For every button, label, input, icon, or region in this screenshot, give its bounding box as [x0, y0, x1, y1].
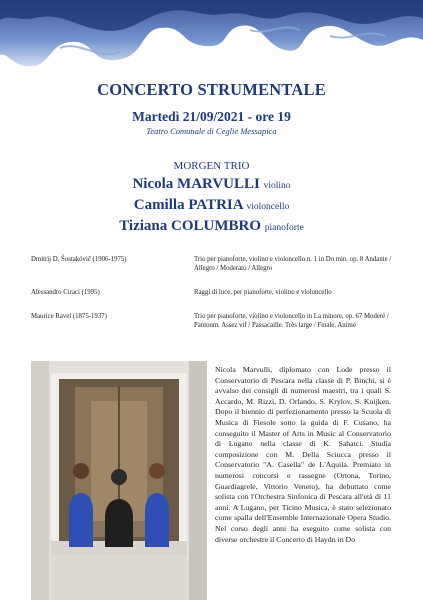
- program-composer: Alessandro Ciraci (1995): [31, 289, 100, 296]
- performer-name: Camilla PATRIA: [133, 197, 243, 213]
- performer-name: Tiziana COLUMBRO: [119, 218, 262, 234]
- concert-title: CONCERTO STRUMENTALE: [97, 80, 326, 99]
- performer-1: [0, 176, 423, 193]
- performer-2: [0, 197, 423, 214]
- performer-name: Nicola MARVULLI: [132, 176, 260, 192]
- trio-photo: [31, 361, 207, 600]
- performer-instrument: violoncello: [246, 202, 290, 212]
- performer-3: [0, 218, 423, 235]
- performer-biography: Nicola Marvulli, diplomato con Lode presso il Conservatorio di Pescara nella classe di P. Binchi, si è avvalso dei consigli di numerosi maestri, tra i quali S. Accardo, M. Rizzi, D. Orlando, S. Krylov, S. Kuijken. Dopo il biennio di perfezionamento presso la Scuola di Musica di Fiesole sotto la guida di F. Cusano, ha conseguito il Master of Arts in Music al Conservatorio di Lugano nella classe di K. Sahatci. Studia composizione con M. Della Sciucca presso il Conservatorio "A. Casella" de L'Aquila. Premiato in numerosi concorsi e rassegne (Ortona, Torino, Guardiagrele, Vittorio Veneto), ha debuttato come solista con l'Orchestra Sinfonica di Pescara all'età di 11 anni. A Lugano, per Ticino Musica, è stato selezionato come spalla dell'Ensemble Internazionale Opera Studio. Nel corso degli anni ha eseguito come solista con diverse orchestre il Concerto di Haydn in Do: [215, 365, 391, 544]
- performer-instrument: pianoforte: [264, 223, 304, 233]
- program-composer: Maurice Ravel (1875-1937): [31, 313, 107, 320]
- performer-instrument: violino: [263, 181, 291, 191]
- program-work: Trio per pianoforte, violino e violoncello in La minore, op. 67 Moderé / Pantoum. Assez vif / Passacaille. Très large / Finale. Animé: [194, 313, 389, 329]
- watercolor-header-decoration: [0, 0, 423, 80]
- program-work: Trio per pianoforte, violino e violoncello n. 1 in Do min. op. 8 Andante / Allegro / Moderato / Allegro: [194, 256, 392, 272]
- program-work: Raggi di luce, per pianoforte, violino e violoncello: [194, 289, 332, 296]
- concert-venue: Teatro Comunale di Ceglie Messapica: [146, 126, 277, 136]
- ensemble-name: MORGEN TRIO: [173, 160, 250, 172]
- concert-date: Martedì 21/09/2021 - ore 19: [132, 109, 291, 124]
- program-composer: Dmitrij D. Šostakóvič (1906-1975): [31, 256, 127, 263]
